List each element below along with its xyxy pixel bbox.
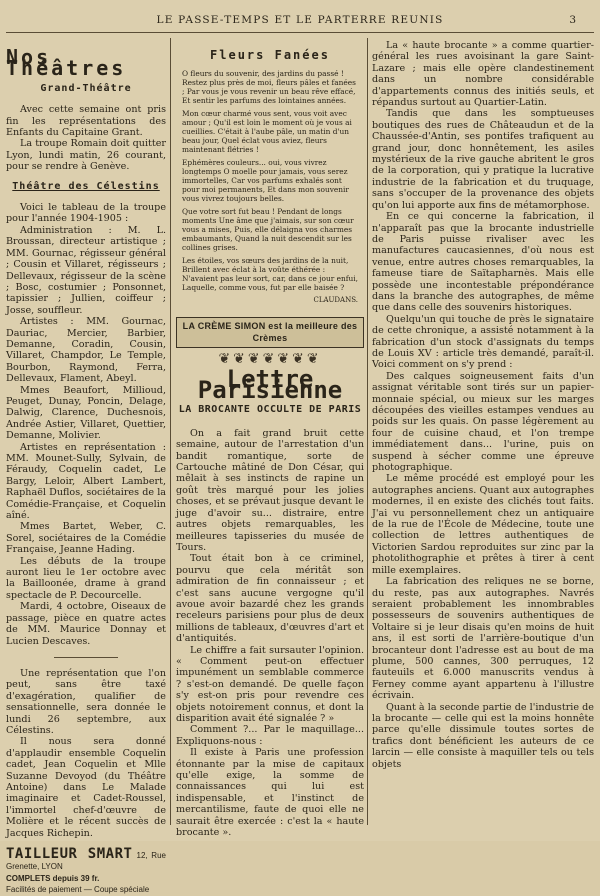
header-rule: [6, 32, 594, 33]
paragraph: Artistes : MM. Gournac, Dauriac, Mercier, Barbier, Demanne, Coradin, Cousin, Villaret, Champdor, Le Temple, Bourbon, Raymond, Ferra, Dellevaux, Flament, Abeyl.: [6, 316, 166, 385]
poem-title: Fleurs Fanées: [210, 48, 330, 62]
tailleur-advertisement: [6, 846, 166, 896]
poem-stanza: Que votre sort fut beau ! Pendant de longs moments Une âme que j'aimais, sur son cœur vous a mises, Puis, elle délaigna vos charmes embaumants, Quand la nuit descendit sur les collines grises.: [182, 207, 354, 253]
paragraph: Tout était bon à ce criminel, pourvu que cela méritât son admiration de fin connaisseur ; et c'est sans aucune vergogne qu'il avoue avoir bazardé chez les grands receleurs parisiens pour plus de deux millions de tableaux, d'œuvres d'art et d'antiquités.: [176, 553, 364, 645]
paragraph: Mmes Bartet, Weber, C. Sorel, sociétaires de la Comédie Française, Jeanne Hading.: [6, 521, 166, 556]
flower-ornament-icon: ❦❦❦❦❦❦❦: [218, 351, 322, 368]
paragraph: Il existe à Paris une profession étonnante par la mise de capitaux qu'elle exige, la somme de connaissances qui lui est indispensable, et l'instinct de mercantilisme, faute de quoi elle ne saurait être exercée : c'est la « haute brocante ».: [176, 747, 364, 839]
poem-stanza: Les étoiles, vos sœurs des jardins de la nuit, Brillent avec éclat à la voûte éthérée : N'avaient pas leur sort, car, dans ce jour enfui, Laquelle, comme vous, fut par elle baisée ?: [182, 256, 358, 293]
paragraph: On a fait grand bruit cette semaine, autour de l'arrestation d'un bandit romantique, sorte de Cartouche mâtiné de Don César, qui mêlait à ses instincts de rapine un goût très marqué pour les jolies choses, et se prévaut jusque devant le juge d'avoir su... distraire, entre autres objets remarquables, les meilleures tapisseries du musée de Tours.: [176, 427, 364, 553]
ad-brand-name: TAILLEUR SMART: [6, 846, 133, 862]
column-poem-lettre: [176, 40, 364, 839]
poem-stanza: Mon cœur charmé vous sent, vous voit avec amour ; Qu'il est loin le moment où je vous ai cueillies. C'était à l'aube pâle, un matin d'un beau jour, Quel éclat vous aviez, fleurs maintenant flétries !: [182, 109, 352, 155]
paragraph: Mardi, 4 octobre, Oiseaux de passage, pièce en quatre actes de MM. Maurice Donnay et Lucien Descaves.: [6, 601, 166, 647]
poem-body: [182, 69, 358, 305]
creme-simon-advertisement: LA CRÈME SIMON est la meilleure des Crèmes: [176, 317, 364, 348]
paragraph: Quant à la seconde partie de l'industrie de la brocante — celle qui est la moins honnête parce qu'elle dissimule toutes sortes de trafics dont bénéficient les auteurs de ce larcin — elle consiste à maquiller tels ou tels objets: [372, 701, 594, 770]
section-title-theatres: Nos Théâtres: [6, 45, 127, 81]
paragraph: Une représentation que l'on peut, sans être taxé d'exagération, qualifier de sensationnelle, sera donnée le lundi 26 septembre, aux Célestins.: [6, 667, 166, 736]
paragraph: Les débuts de la troupe auront lieu le 1er octobre avec la Bailloonée, drame à grand spectacle de P. Decourcelle.: [6, 555, 166, 601]
heading-celestins: Théâtre des Célestins: [12, 180, 160, 192]
column-brocante: [372, 40, 594, 832]
page-header: [0, 14, 600, 28]
paragraph: Artistes en représentation : MM. Mounet-Sully, Sylvain, de Féraudy, Coquelin cadet, Le Bargy, Leloir, Albert Lambert, Raphaël Duflos, sociétaires de la Comédie-Française, et Coquelin aîné.: [6, 441, 166, 522]
paragraph: Tandis que dans les somptueuses boutiques des rues de Châteaudun et de la Chaussée-d'Antin, ses pontifes trafiquent au grand jour, donc honnêtement, les asiles mystérieux de la rive gauche abritent le gros de la corporation, qui y pratique la lucrative industrie de la fabrication et du truquage, sans s'occuper de la provenance des objets qu'on lui apporte aux fins de métamorphose.: [372, 108, 594, 211]
ad-address: 12, Rue Grenette, LYON: [6, 851, 166, 872]
paragraph: Le même procédé est employé pour les autographes anciens. Quant aux autographes modernes, il en existe des clichés tout faits. J'ai vu personnellement chez un antiquaire de la rue de l'École de Médecine, toute une collection de lettres authentiques de Victorien Sardou reproduites sur zinc par la photolithographie et prêtes à tirer à cent mille exemplaires.: [372, 473, 594, 576]
column-theatres: [6, 40, 166, 895]
ad-terms: Facilités de paiement — Coupe spéciale: [6, 885, 150, 895]
heading-grand-theatre: Grand-Théâtre: [40, 82, 132, 94]
newspaper-title: LE PASSE-TEMPS ET LE PARTERRE REUNIS: [156, 14, 444, 26]
paragraph: Des calques soigneusement faits d'un assignat véritable sont tirés sur un papier-monnaie spécial, ou mieux sur les marges découpées des vieilles estampes vendues au poids sur les quais. On passe légèrement au four de cuisine chaud, et l'on trempe immédiatement dans... l'urine, puis on suspend à sécher comme une épreuve photographique.: [372, 370, 594, 474]
poem-signature: CLAUDANS.: [313, 296, 358, 305]
paragraph: Voici le tableau de la troupe pour l'année 1904-1905 :: [6, 202, 166, 225]
poem-stanza: O fleurs du souvenir, des jardins du passé ! Restez plus près de moi, fleurs pâles et fanées ; Par vous je vous revenir un beau rêve effacé, Et sentir les parfums des lointaines années.: [182, 69, 356, 106]
paragraph: Il nous sera donné d'applaudir ensemble Coquelin cadet, Jean Coquelin et Mlle Suzanne Devoyod (du Théâtre Antoine) dans Le Malade imaginaire et Cadet-Roussel, l'immortel chef-d'œuvre de Molière et le récent succès de Jacques Richepin.: [6, 736, 166, 839]
paragraph: Le chiffre a fait sursauter l'opinion. « Comment peut-on effectuer impunément un semblable commerce ? s'est-on demandé. De quelle façon s'y est-on pris pour revendre ces objets notoirement connus, et dont la disparition avait été signalée ? »: [176, 644, 364, 724]
page-number: 3: [569, 14, 576, 26]
paragraph: La fabrication des reliques ne se borne, du reste, pas aux autographes. Navrés seraient probablement les innombrables possesseurs de souvenirs authentiques de Voltaire si je leur disais qu'en moins de huit ans, il est sorti de l'arrière-boutique d'un brocanteur dont l'adresse est au bout de ma plume, 500 cannes, 300 perruques, 12 fauteuils et 6.000 manuscrits vendus à Ferney comme ayant appartenu à l'illustre écrivain.: [372, 576, 594, 702]
column-divider-1: [170, 38, 171, 825]
lettre-title: Lettre Parisienne: [197, 364, 343, 405]
paragraph: Mmes Beaufort, Millioud, Peuget, Dunay, Poncin, Delage, Dalwig, Clarence, Duchesnois, Andrée Astier, Villaret, Quettier, Demanne, Molivier.: [6, 384, 166, 442]
column-divider-2: [367, 38, 368, 825]
paragraph: Avec cette semaine ont pris fin les représentations des Enfants du Capitaine Grant.: [6, 104, 166, 139]
paragraph: Quelqu'un qui touche de près le signataire de cette chronique, a assisté notamment à la fabrication d'un stock d'assignats du temps de Louis XV : article très demandé, paraît-il. Voici comment on s'y prend :: [372, 313, 594, 371]
paragraph: En ce qui concerne la fabrication, il n'apparaît pas que la brocante industrielle de Paris puisse rivaliser avec les manufactures caucasiennes, d'où nous est venue, entre autres choses remarquables, la fameuse tiare de Saïtapharnès. Mais elle possède une incontestable prépondérance dans la branche des autographes, de même que dans celle des souvenirs historiques.: [372, 211, 594, 314]
paragraph: La troupe Romain doit quitter Lyon, lundi matin, 26 courant, pour se rendre à Genève.: [6, 138, 166, 173]
paragraph: Comment ?... Par le maquillage... Expliquons-nous :: [176, 724, 364, 747]
section-divider: [54, 657, 118, 658]
ad-offer: COMPLETS depuis 39 fr.: [6, 873, 100, 883]
paragraph: La « haute brocante » a comme quartier-général les rues avoisinant la gare Saint-Lazare ; mais elle opère clandestinement dans un nombre considérable d'appartements connus des initiés seuls, et répandus surtout au Quartier-Latin.: [372, 40, 594, 109]
lettre-subtitle: LA BROCANTE OCCULTE DE PARIS: [178, 404, 362, 416]
paragraph: Administration : M. L. Broussan, directeur artistique ; MM. Gournac, régisseur général ; Cousin et Villaret, régisseurs ; Dellevaux, régisseur de la scène ; Bosc, costumier ; Ponsonnet, tapissier ; Jullien, coiffeur ; Josse, souffleur.: [6, 224, 166, 316]
poem-stanza: Ephémères couleurs... oui, vous vivrez longtemps O moelle pour jamais, vous serez immortelles, Car vos parfums exhalés sont pour moi permanents, Et dans mon souvenir vous vivrez toujours belles.: [182, 158, 349, 204]
